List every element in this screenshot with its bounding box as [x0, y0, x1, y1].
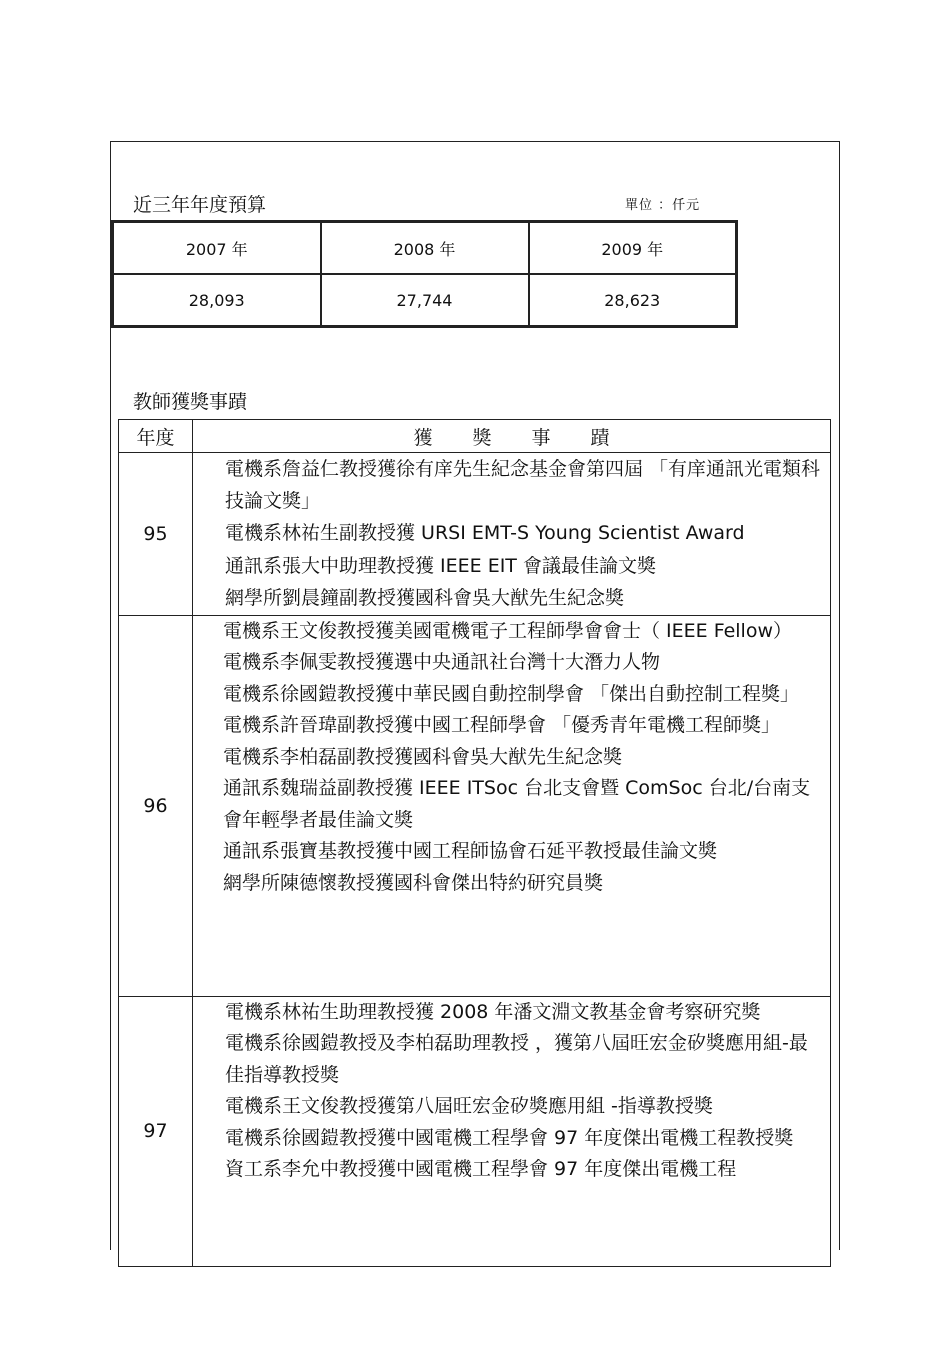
- header-events-label: 獲獎事蹟: [413, 426, 650, 449]
- award-item: 資工系李允中教授獲中國電機工程學會 97 年度傑出電機工程: [225, 1158, 737, 1180]
- header-events: [193, 420, 831, 453]
- award-year: 96: [119, 615, 193, 996]
- budget-year-cell: 2009 年: [529, 222, 737, 275]
- table-row: [119, 996, 831, 1266]
- budget-value-cell: 27,744: [321, 274, 529, 327]
- award-item: 通訊系魏瑞益副教授獲 IEEE ITSoc 台北支會暨 ComSoc 台北/台南支會年輕學者最佳論文獎: [223, 777, 811, 831]
- award-item: 電機系徐國鎧教授及李柏磊助理教授 ，獲第八屆旺宏金矽獎應用組-最佳指導教授獎: [225, 1032, 808, 1086]
- budget-value-cell: 28,623: [529, 274, 737, 327]
- budget-value-row: [113, 274, 737, 327]
- awards-section-title: 教師獲獎事蹟: [133, 391, 248, 413]
- award-year: 97: [119, 996, 193, 1266]
- award-events: [193, 453, 831, 616]
- award-item: 電機系許晉瑋副教授獲中國工程師學會 「優秀青年電機工程師獎」: [223, 714, 781, 736]
- budget-value-cell: 28,093: [113, 274, 321, 327]
- award-item: 電機系徐國鎧教授獲中華民國自動控制學會 「傑出自動控制工程獎」: [223, 682, 800, 705]
- award-year: 95: [119, 453, 193, 616]
- award-events-clip: [193, 997, 830, 1251]
- awards-header-row: [119, 420, 831, 453]
- table-row: [119, 615, 831, 996]
- award-item: 電機系詹益仁教授獲徐有庠先生紀念基金會第四屆 「有庠通訊光電類科技論文獎」: [225, 458, 821, 512]
- budget-section-title: 近三年年度預算: [133, 194, 267, 216]
- award-item: 網學所劉晨鐘副教授獲國科會吳大猷先生紀念獎: [225, 587, 625, 609]
- header-year: 年度: [119, 420, 193, 453]
- award-item: 電機系王文俊教授獲美國電機電子工程師學會會士（ IEEE Fellow）: [223, 619, 792, 642]
- table-row: [119, 453, 831, 616]
- budget-year-cell: 2008 年: [321, 222, 529, 275]
- budget-year-row: [113, 222, 737, 275]
- award-item: 電機系林祐生副教授獲 URSI EMT-S Young Scientist Award: [225, 522, 745, 544]
- awards-table: [118, 419, 831, 1267]
- award-item: 電機系徐國鎧教授獲中國電機工程學會 97 年度傑出電機工程教授獎: [225, 1126, 794, 1149]
- award-item: 電機系王文俊教授獲第八屆旺宏金矽獎應用組 -指導教授獎: [225, 1095, 713, 1117]
- award-events: [193, 615, 831, 996]
- award-item: 電機系李佩雯教授獲選中央通訊社台灣十大潛力人物: [223, 651, 661, 673]
- award-item: 通訊系張寶基教授獲中國工程師協會石延平教授最佳論文獎: [223, 840, 718, 862]
- award-item: 電機系林祐生助理教授獲 2008 年潘文淵文教基金會考察研究獎: [225, 1000, 761, 1023]
- award-events: [193, 996, 831, 1266]
- award-item: 電機系李柏磊副教授獲國科會吳大猷先生紀念獎: [223, 745, 623, 768]
- budget-unit-label: 單位 ：仟元: [625, 198, 701, 213]
- budget-table: [111, 220, 738, 328]
- award-item: 網學所陳德懷教授獲國科會傑出特約研究員獎: [223, 871, 604, 894]
- budget-year-cell: 2007 年: [113, 222, 321, 275]
- award-item: 通訊系張大中助理教授獲 IEEE EIT 會議最佳論文獎: [225, 554, 656, 577]
